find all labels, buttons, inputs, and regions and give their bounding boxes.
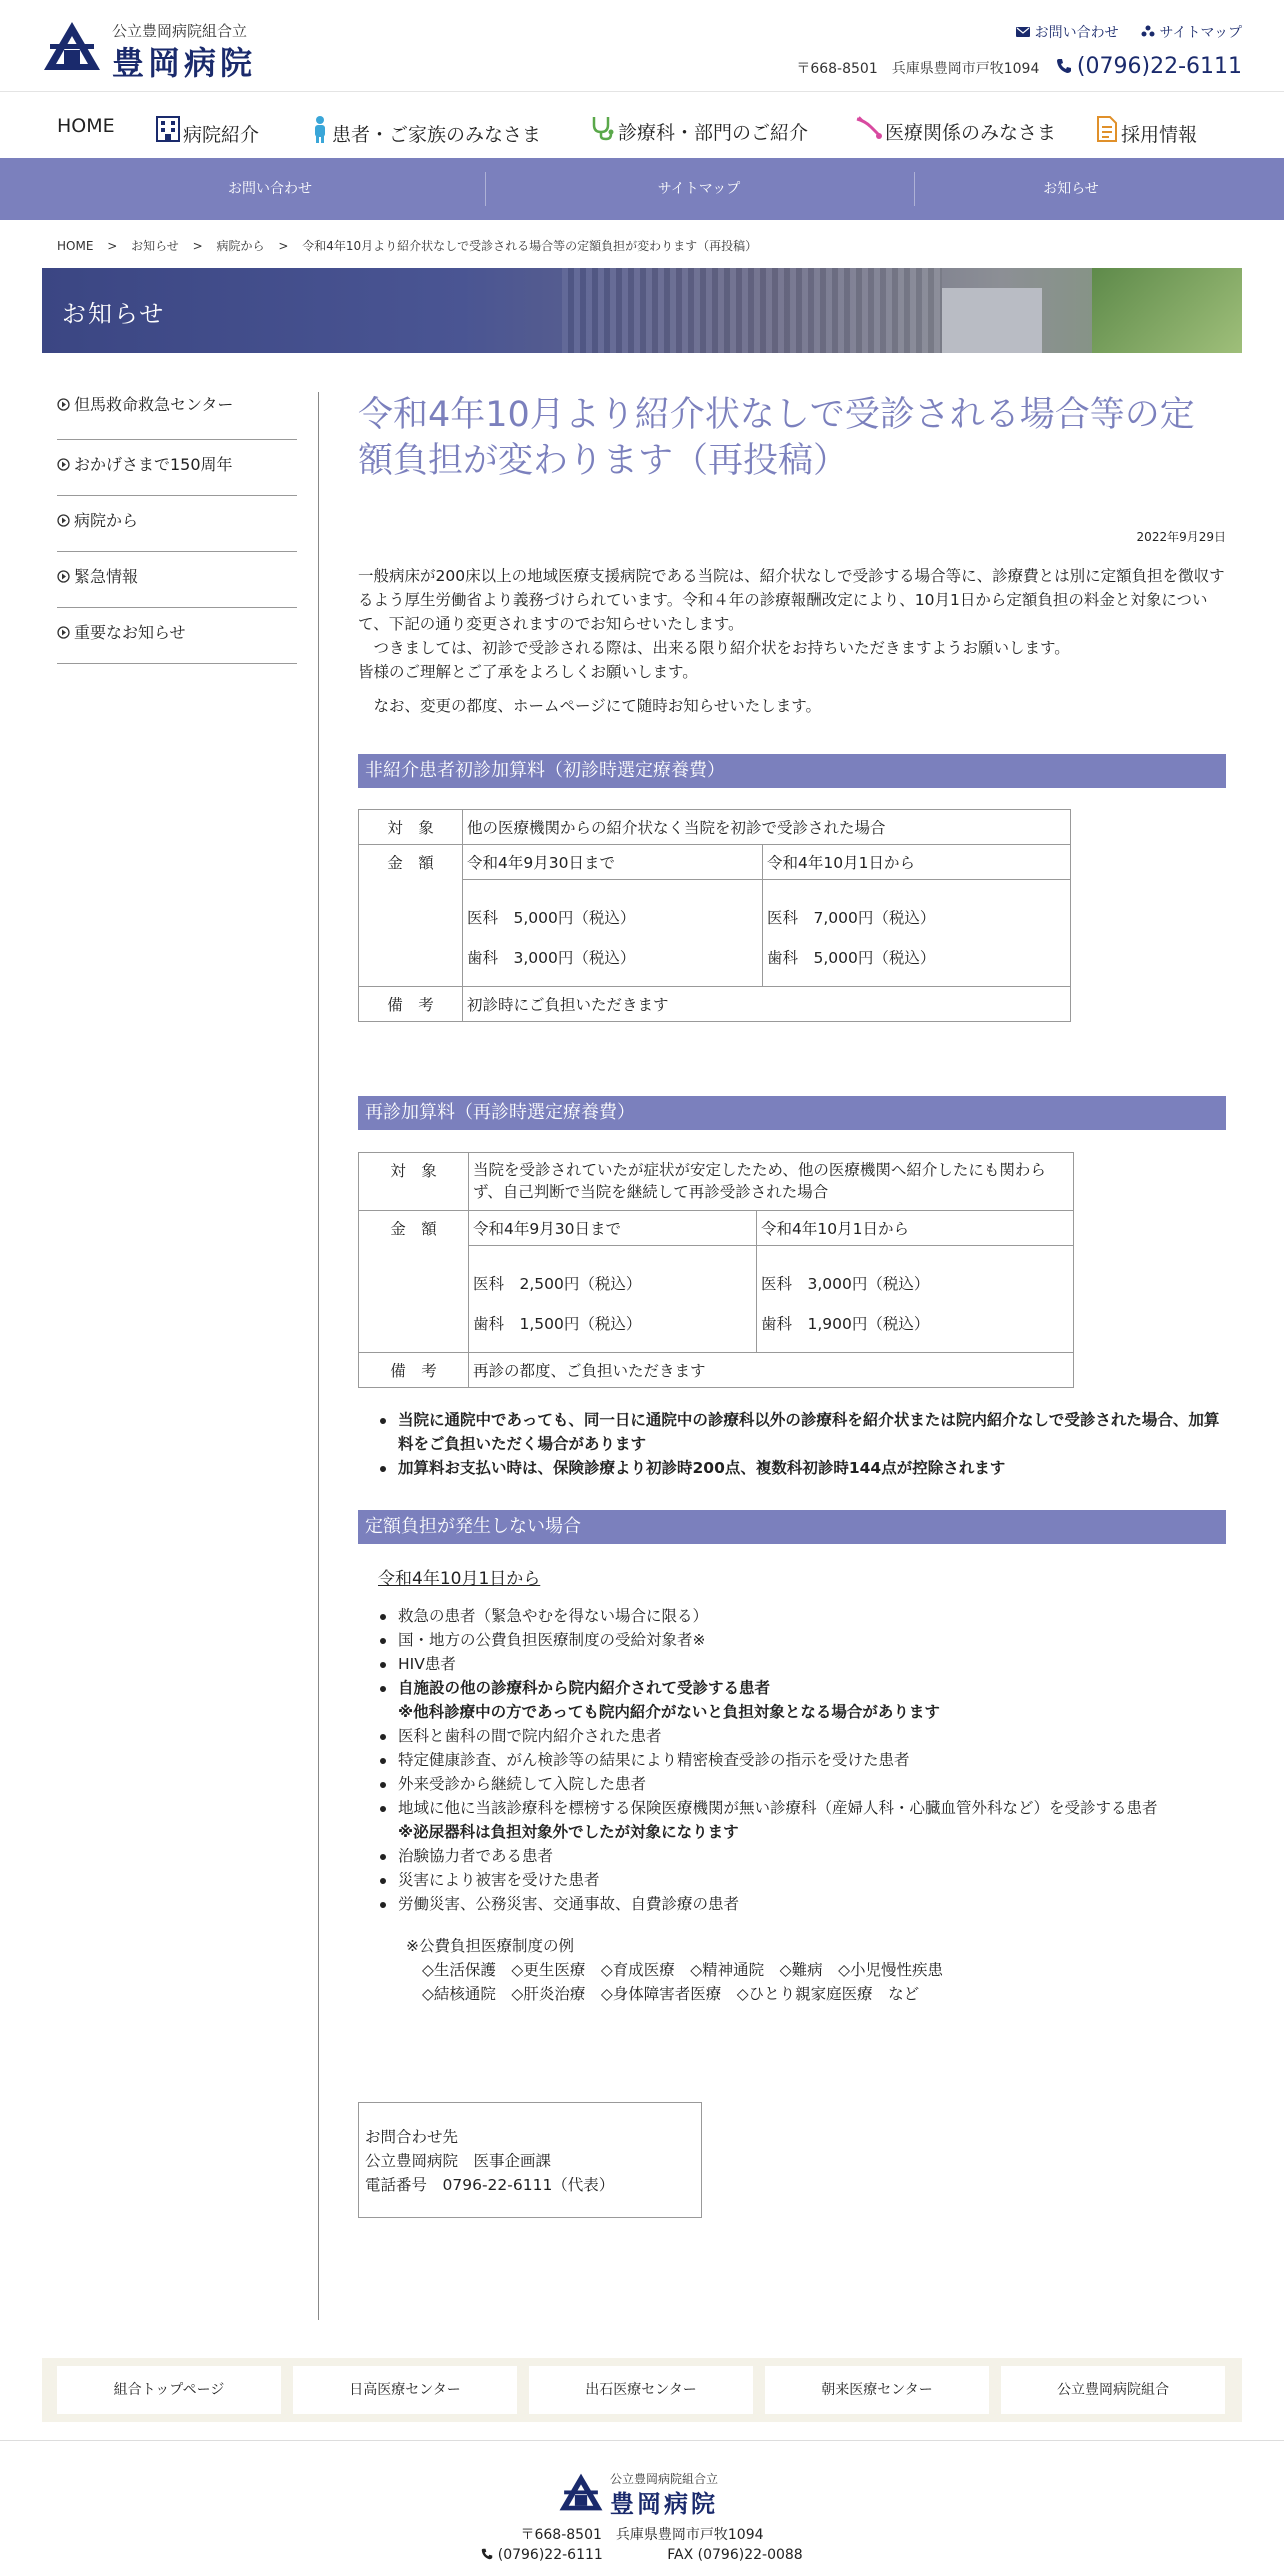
global-nav — [0, 93, 1284, 158]
table-cell: 令和4年9月30日まで — [469, 1211, 757, 1246]
sidebar-item-150th[interactable]: おかげさまで150周年 — [57, 440, 297, 496]
mail-icon — [1016, 27, 1030, 37]
contact-link[interactable]: お問い合わせ — [1016, 25, 1123, 41]
phone-icon — [1056, 58, 1072, 74]
circle-arrow-icon — [57, 570, 70, 583]
public-aid-examples: ※公費負担医療制度の例 ◇生活保護 ◇更生医療 ◇育成医療 ◇精神通院 ◇難病 ◇小児慢性疾患 ◇結核通院 ◇肝炎治療 ◇身体障害者医療 ◇ひとり親家庭医療 など — [406, 1937, 944, 2003]
person-icon — [310, 115, 330, 143]
nav-medical-staff[interactable]: 医療関係のみなさま — [855, 115, 1056, 145]
table-cell: 令和4年9月30日まで — [463, 845, 763, 880]
stethoscope-icon — [590, 115, 616, 141]
crumb-home[interactable]: HOME — [57, 239, 94, 253]
contact-line: お問合わせ先 — [365, 2128, 459, 2146]
phone-icon — [481, 2548, 493, 2560]
crumb-separator: > — [107, 239, 118, 253]
table-cell: 他の医療機関からの紹介状なく当院を初診で受診された場合 — [463, 810, 1071, 845]
list-item: HIV患者 — [358, 1652, 1226, 1676]
circle-arrow-icon — [57, 458, 70, 471]
subnav-news[interactable]: お知らせ — [1043, 181, 1099, 197]
sidebar-item-hospital[interactable]: 病院から — [57, 496, 297, 552]
header-address — [796, 54, 1242, 79]
contact-line: 公立豊岡病院 医事企画課 — [365, 2152, 552, 2170]
sidebar-item-urgent[interactable]: 緊急情報 — [57, 552, 297, 608]
table-cell: 医科 5,000円（税込） 歯科 3,000円（税込） — [463, 880, 763, 987]
footer-tel[interactable]: (0796)22-6111 — [481, 2547, 603, 2563]
subnav-contact[interactable]: お問い合わせ — [228, 181, 312, 197]
logo-mark-icon — [558, 2472, 604, 2512]
content-divider — [318, 392, 319, 2320]
table-cell: 当院を受診されていたが症状が安定したため、他の医療機関へ紹介したにも関わらず、自己判断で当院を継続して再診受診された場合 — [469, 1153, 1074, 1211]
article-intro — [358, 564, 1226, 718]
list-item: 当院に通院中であっても、同一日に通院中の診療科以外の診療科を紹介状または院内紹介なしで受診された場合、加算料をご負担いただく場合があります — [358, 1408, 1226, 1456]
logo-mark-icon — [42, 20, 102, 72]
revisit-fee-table — [358, 1152, 1074, 1388]
syringe-icon — [855, 115, 883, 141]
banner-trees — [1092, 268, 1242, 353]
list-item: 外来受診から継続して入院した患者 — [358, 1772, 1226, 1796]
list-item: 加算料お支払い時は、保険診療より初診時200点、複数科初診時144点が控除されます — [358, 1456, 1226, 1480]
list-item: 救急の患者（緊急やむを得ない場合に限る） — [358, 1604, 1226, 1628]
circle-arrow-icon — [57, 626, 70, 639]
list-item-note: ※泌尿器科は負担対象外でしたが対象になります — [398, 1823, 739, 1841]
sidebar-item-emergency[interactable]: 但馬救命救急センター — [57, 392, 297, 440]
table-header: 備 考 — [359, 1353, 469, 1388]
list-item: 国・地方の公費負担医療制度の受給対象者※ — [358, 1628, 1226, 1652]
nav-patients[interactable]: 患者・ご家族のみなさま — [310, 115, 541, 147]
top-links — [998, 22, 1242, 42]
list-item: 災害により被害を受けた患者 — [358, 1868, 1226, 1892]
address-text: 〒668-8501 兵庫県豊岡市戸牧1094 — [796, 61, 1040, 77]
section-heading-initial-fee: 非紹介患者初診加算料（初診時選定療養費） — [358, 754, 1226, 788]
nav-about[interactable]: 病院紹介 — [155, 115, 259, 147]
document-icon — [1095, 115, 1119, 143]
sitemap-link[interactable]: サイトマップ — [1141, 25, 1242, 41]
table-cell: 令和4年10月1日から — [763, 845, 1071, 880]
nav-home[interactable]: HOME — [57, 115, 115, 137]
subnav-sitemap[interactable]: サイトマップ — [657, 181, 741, 197]
list-item-note: ※他科診療中の方であっても院内紹介がないと負担対象となる場合があります — [398, 1703, 940, 1721]
contact-box — [358, 2102, 702, 2218]
list-item: 労働災害、公務災害、交通事故、自費診療の患者 — [358, 1892, 1226, 1916]
table-header: 対 象 — [359, 1153, 469, 1211]
sub-nav — [0, 158, 1284, 220]
list-item: 治験協力者である患者 — [358, 1844, 1226, 1868]
initial-fee-table — [358, 809, 1071, 1022]
footer-address: 〒668-8501 兵庫県豊岡市戸牧1094 — [520, 2527, 764, 2543]
table-header: 備 考 — [359, 987, 463, 1022]
crumb-separator: > — [278, 239, 289, 253]
footer-link-union[interactable]: 公立豊岡病院組合 — [1001, 2366, 1225, 2414]
footer-nav — [42, 2358, 1242, 2422]
table-cell: 医科 7,000円（税込） 歯科 5,000円（税込） — [763, 880, 1071, 987]
page-banner — [42, 268, 1242, 353]
table-header: 対 象 — [359, 810, 463, 845]
footer-link-izushi[interactable]: 出石医療センター — [529, 2366, 753, 2414]
footer-fax: FAX (0796)22-0088 — [667, 2547, 803, 2563]
intro-paragraph: 一般病床が200床以上の地域医療支援病院である当院は、紹介状なしで受診する場合等に、診療費とは別に定額負担を徴収するよう厚生労働省より義務づけられています。令和４年の診療報酬改定により、10月1日から定額負担の料金と対象について、下記の通り変更されますのでお知らせいたします。 — [358, 567, 1225, 633]
sidebar-item-important[interactable]: 重要なお知らせ — [57, 608, 297, 664]
exempt-list — [358, 1604, 1226, 1916]
article — [358, 392, 1226, 2194]
exempt-subheading: 令和4年10月1日から — [378, 1569, 541, 1589]
list-item: 医科と歯科の間で院内紹介された患者 — [358, 1724, 1226, 1748]
crumb-hospital[interactable]: 病院から — [216, 239, 265, 253]
footer-logo-org: 公立豊岡病院組合立 — [610, 2472, 719, 2486]
fee-notes — [358, 1408, 1226, 1480]
list-item: 地域に他に当該診療科を標榜する保険医療機関が無い診療科（産婦人科・心臓血管外科など）を受診する患者 — [358, 1796, 1226, 1820]
building-icon — [155, 115, 181, 143]
list-item: 自施設の他の診療科から院内紹介されて受診する患者 — [358, 1676, 1226, 1700]
footer-link-asago[interactable]: 朝来医療センター — [765, 2366, 989, 2414]
header-tel[interactable]: (0796)22-6111 — [1076, 54, 1242, 79]
footer-logo-name: 豊岡病院 — [610, 2490, 718, 2518]
crumb-current: 令和4年10月より紹介状なしで受診される場合等の定額負担が変わります（再投稿） — [302, 239, 758, 253]
logo-name: 豊岡病院 — [112, 44, 257, 82]
section-heading-revisit-fee: 再診加算料（再診時選定療養費） — [358, 1096, 1226, 1130]
footer-link-union-top[interactable]: 組合トップページ — [57, 2366, 281, 2414]
circle-arrow-icon — [57, 514, 70, 527]
circle-arrow-icon — [57, 398, 70, 411]
crumb-separator: > — [192, 239, 203, 253]
site-header — [0, 0, 1284, 92]
footer-logo[interactable] — [558, 2470, 738, 2516]
banner-building — [562, 268, 942, 353]
nav-recruit[interactable]: 採用情報 — [1095, 115, 1197, 147]
intro-paragraph: なお、変更の都度、ホームページにて随時お知らせいたします。 — [358, 697, 821, 715]
table-cell: 再診の都度、ご負担いただきます — [469, 1353, 1074, 1388]
sitemap-icon — [1141, 25, 1155, 37]
table-cell: 初診時にご負担いただきます — [463, 987, 1071, 1022]
hospital-logo[interactable] — [42, 18, 272, 82]
table-cell: 令和4年10月1日から — [757, 1211, 1074, 1246]
table-cell: 医科 3,000円（税込） 歯科 1,900円（税込） — [757, 1246, 1074, 1353]
contact-line: 電話番号 0796-22-6111（代表） — [365, 2176, 615, 2194]
table-header: 金 額 — [359, 845, 463, 987]
breadcrumb — [57, 237, 767, 254]
intro-paragraph: 皆様のご理解とご了承をよろしくお願いします。 — [358, 663, 698, 681]
table-header: 金 額 — [359, 1211, 469, 1353]
footer-divider — [0, 2440, 1284, 2441]
banner-building — [942, 288, 1042, 353]
logo-org: 公立豊岡病院組合立 — [112, 22, 248, 40]
table-cell: 医科 2,500円（税込） 歯科 1,500円（税込） — [469, 1246, 757, 1353]
section-heading-exempt: 定額負担が発生しない場合 — [358, 1510, 1226, 1544]
nav-departments[interactable]: 診療科・部門のご紹介 — [590, 115, 808, 145]
list-item: 特定健康診査、がん検診等の結果により精密検査受診の指示を受けた患者 — [358, 1748, 1226, 1772]
crumb-news[interactable]: お知らせ — [131, 239, 179, 253]
article-title: 令和4年10月より紹介状なしで受診される場合等の定額負担が変わります（再投稿） — [358, 395, 1195, 481]
footer-contact — [0, 2547, 1284, 2563]
article-date: 2022年9月29日 — [1136, 530, 1226, 544]
footer-link-hidaka[interactable]: 日高医療センター — [293, 2366, 517, 2414]
banner-title: お知らせ — [62, 300, 166, 328]
intro-paragraph: つきましては、初診で受診される際は、出来る限り紹介状をお持ちいただきますようお願いします。 — [358, 639, 1070, 657]
